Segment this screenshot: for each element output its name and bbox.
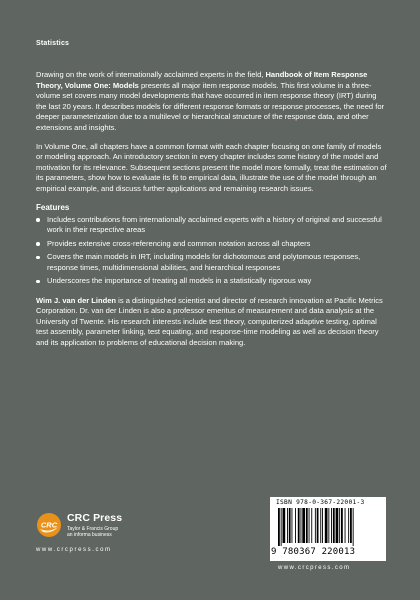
barcode-bar [311,508,312,543]
barcode-bar [333,508,335,543]
intro-rest: presents all major item response models. This first volume in a three-volume set covers many model developments that have occurred in item response theory (IRT) during the last 20 years. It describes models for different response formats or response processes, the need for deeper parameterization due to a multilevel or hierarchical structure of the response data, and other extensions and insights. [36,80,385,132]
publisher-name: CRC Press [67,512,123,524]
barcode-bar [336,508,339,543]
logo-mark-text: CRC [40,520,58,530]
author-name: Wim J. van der Linden [36,295,117,305]
intro-lead: Drawing on the work of internationally acclaimed experts in the field, [36,70,264,79]
cover-text [36,70,388,357]
barcode-bar [317,508,319,543]
crc-logo-icon [36,512,62,538]
barcode-bar [331,508,332,543]
barcode-bar [302,508,305,543]
barcode-bar [281,508,282,546]
features-list [36,215,388,287]
author-bio-text: is a distinguished scientist and director of research innovation at Pacific Metrics Corporation. Dr. van der Linden is also a professor emeritus of measurement and data analysis at the University of Twente. His research interests include test theory, computerized adaptive testing, optimal test assembly, parameter linking, test equating, and response-time modeling as well as decision theory and its application to problems of educational decision making. [36,295,383,348]
publisher-tagline: an informa business [67,532,112,538]
barcode-bar [345,508,346,543]
book-title: Handbook of Item Response Theory, Volume One: Models [36,70,368,90]
barcode-bar [350,508,352,543]
publisher-url-bottom: www.crcpress.com [278,565,351,571]
publisher-group: Taylor & Francis Group [67,526,119,532]
feature-item: Includes contributions from internationally acclaimed experts with a history of original and successful work in their respective areas [36,215,388,236]
publisher-url: www.crcpress.com [36,547,112,553]
barcode-bar [309,508,310,543]
barcode-bar [306,508,308,543]
barcode-bar [289,508,291,543]
barcode-bar [295,508,296,543]
barcode-bar [325,508,328,543]
isbn-barcode [270,497,386,561]
barcode-bar [328,508,329,543]
barcode-bar [341,508,343,543]
chapter-format-paragraph: In Volume One, all chapters have a common format with each chapter focusing on one family of models or modeling approach. An introductory section in every chapter includes some history of the model and motivation for its relevance. Subsequent sections present the model more formally, treat the estimation of its parameters, show how to evaluate its fit to empirical data, illustrate the use of the model through an empirical example, and discuss further applications and remaining research issues. [36,141,387,193]
barcode-bar [283,508,286,543]
author-bio [36,296,388,349]
barcode-bar [322,508,323,543]
barcode-bar [348,508,349,543]
barcode-bar [298,508,300,543]
features-heading: Features [36,203,70,213]
feature-item: Covers the main models in IRT, including models for dichotomous and polytomous responses, response times, multidimensional abilities, and hierarchical responses [36,252,388,273]
feature-item: Underscores the importance of treating all models in a statistically rigorous way [36,276,388,287]
category-label: Statistics [36,40,70,47]
feature-item: Provides extensive cross-referencing and common notation across all chapters [36,239,388,250]
barcode-digits: 9 780367 220013 [271,547,356,557]
barcode-bar [287,508,288,543]
isbn-number: ISBN 978-0-367-22001-3 [276,499,365,506]
barcode-bar [278,508,280,546]
barcode-icon [276,508,380,546]
publisher-logo [36,510,176,560]
barcode-bar [339,508,340,543]
barcode-bar [315,508,316,543]
barcode-bar [353,508,354,546]
barcode-bar [292,508,293,543]
barcode-bar [320,508,321,543]
barcode-bar [301,508,302,543]
intro-paragraph [36,70,388,133]
